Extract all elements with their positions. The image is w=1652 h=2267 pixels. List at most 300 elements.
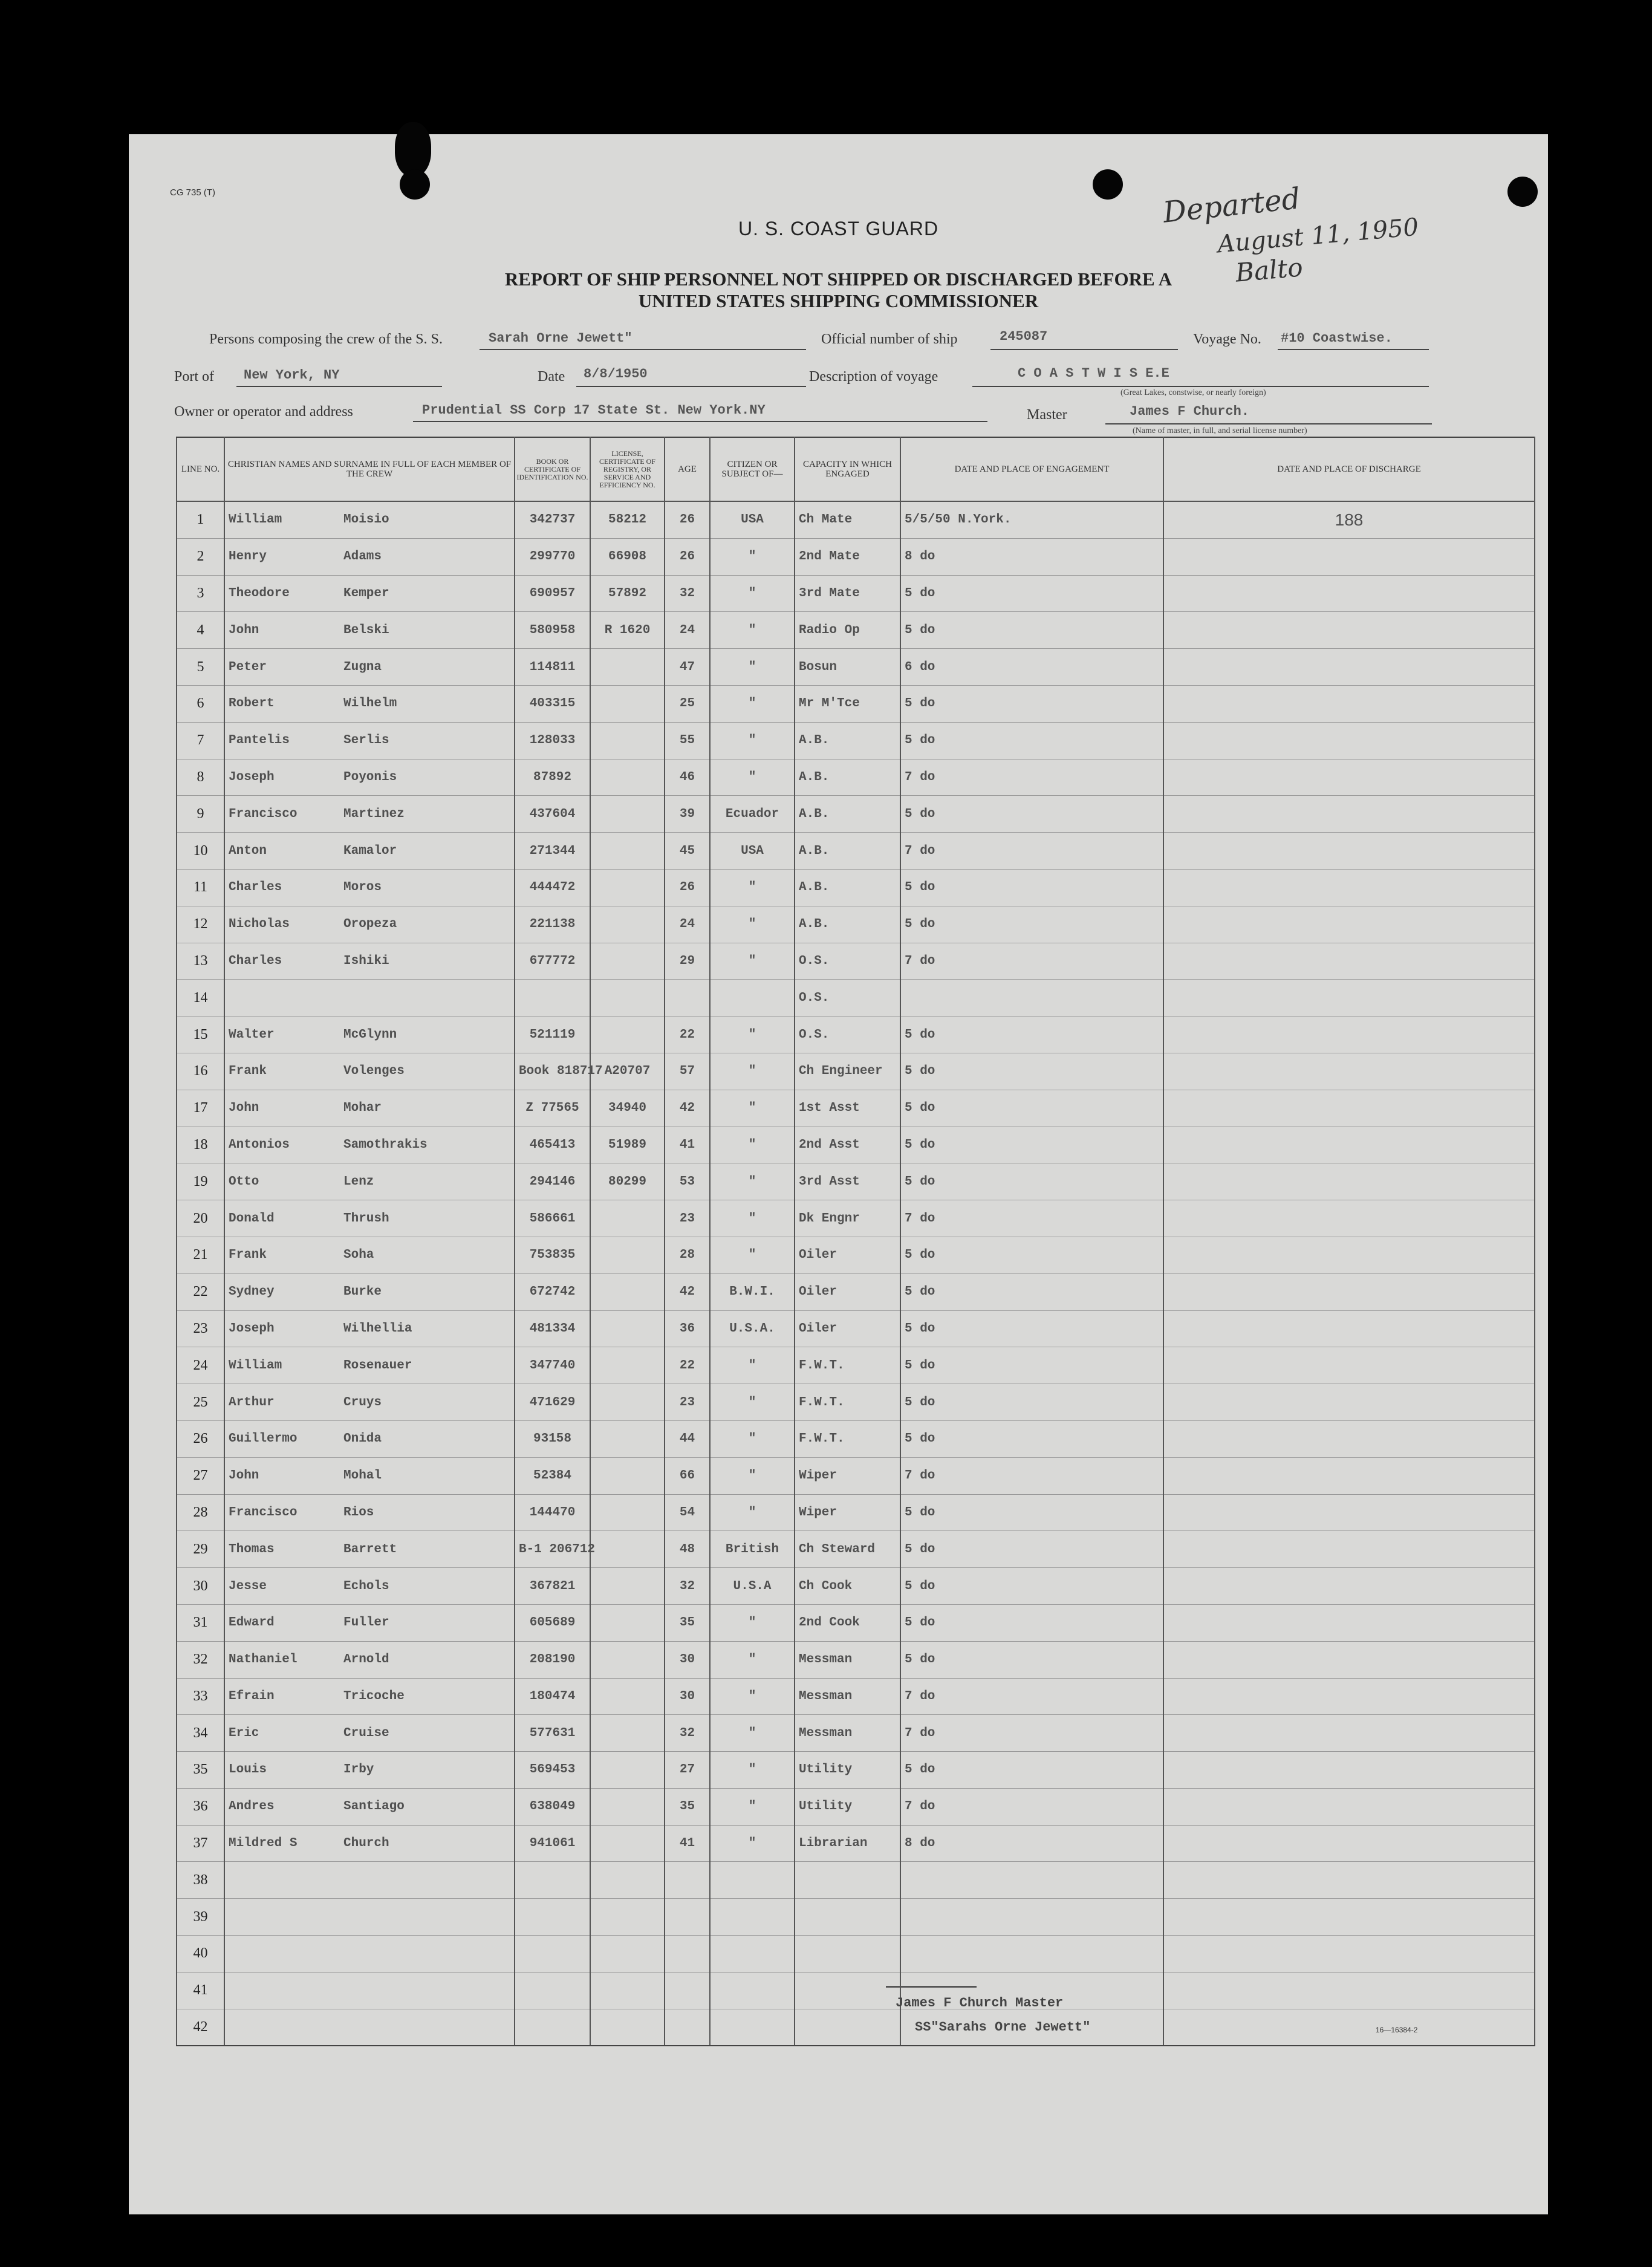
surname: Samothrakis — [343, 1137, 428, 1152]
discharge — [1163, 1200, 1535, 1237]
age: 32 — [665, 1715, 710, 1752]
capacity: Wiper — [795, 1457, 900, 1494]
capacity: Utility — [795, 1788, 900, 1825]
crew-name — [224, 1604, 515, 1641]
table-row — [177, 833, 1535, 870]
citizenship: " — [710, 943, 795, 980]
table-row — [177, 1494, 1535, 1531]
engagement: 8 do — [900, 538, 1163, 575]
book-number: 342737 — [515, 501, 590, 538]
surname: McGlynn — [343, 1027, 397, 1042]
citizenship: USA — [710, 501, 795, 538]
first-name: Antonios — [229, 1137, 290, 1152]
line-number: 15 — [177, 1016, 224, 1053]
first-name: William — [229, 513, 282, 527]
age: 24 — [665, 612, 710, 649]
citizenship: USA — [710, 833, 795, 870]
citizenship: " — [710, 1457, 795, 1494]
table-row — [177, 1090, 1535, 1127]
surname: Rosenauer — [343, 1358, 412, 1373]
book-number: 753835 — [515, 1237, 590, 1273]
book-number: 144470 — [515, 1494, 590, 1531]
license-number — [590, 796, 665, 833]
first-name: Robert — [229, 697, 275, 711]
engagement: 7 do — [900, 1788, 1163, 1825]
license-number — [590, 1641, 665, 1678]
surname: Cruys — [343, 1395, 382, 1410]
citizenship: " — [710, 759, 795, 796]
official-number-label: Official number of ship — [821, 331, 958, 347]
book-number: Z 77565 — [515, 1090, 590, 1127]
surname: Tricoche — [343, 1689, 405, 1703]
first-name: Otto — [229, 1174, 259, 1189]
age: 54 — [665, 1494, 710, 1531]
first-name: Henry — [229, 550, 267, 564]
port-line — [236, 386, 442, 387]
discharge — [1163, 1972, 1535, 2009]
capacity: Messman — [795, 1641, 900, 1678]
age: 24 — [665, 906, 710, 943]
line-number: 20 — [177, 1200, 224, 1237]
license-number — [590, 1752, 665, 1789]
table-row — [177, 906, 1535, 943]
discharge — [1163, 1384, 1535, 1421]
discharge — [1163, 1678, 1535, 1715]
engagement: 8 do — [900, 1825, 1163, 1862]
license-number — [590, 1604, 665, 1641]
first-name: Pantelis — [229, 733, 290, 748]
capacity: F.W.T. — [795, 1420, 900, 1457]
crew-name — [224, 1420, 515, 1457]
document-sheet — [129, 134, 1548, 2214]
discharge — [1163, 1310, 1535, 1347]
book-number: 481334 — [515, 1310, 590, 1347]
citizenship: " — [710, 612, 795, 649]
engagement: 5 do — [900, 1568, 1163, 1605]
discharge — [1163, 1163, 1535, 1200]
book-number: 444472 — [515, 869, 590, 906]
age: 41 — [665, 1825, 710, 1862]
license-number — [590, 869, 665, 906]
engagement: 5 do — [900, 906, 1163, 943]
surname: Belski — [343, 623, 389, 637]
agency-title: U. S. COAST GUARD — [738, 218, 939, 239]
surname: Santiago — [343, 1800, 405, 1814]
first-name: Jesse — [229, 1579, 267, 1593]
master-line — [1105, 423, 1432, 424]
capacity: 3rd Mate — [795, 575, 900, 612]
book-number: B-1 206712 — [515, 1531, 590, 1568]
table-row — [177, 1016, 1535, 1053]
engagement: 5 do — [900, 1163, 1163, 1200]
age — [665, 1936, 710, 1973]
discharge — [1163, 1457, 1535, 1494]
handwritten-note-line1: Departed — [1161, 181, 1302, 230]
table-row — [177, 1568, 1535, 1605]
age: 23 — [665, 1200, 710, 1237]
citizenship: Ecuador — [710, 796, 795, 833]
capacity — [795, 1936, 900, 1973]
engagement: 5 do — [900, 685, 1163, 722]
table-row — [177, 1825, 1535, 1862]
age: 27 — [665, 1752, 710, 1789]
crew-name — [224, 1678, 515, 1715]
col-header-discharge: DATE AND PLACE OF DISCHARGE — [1163, 437, 1535, 501]
citizenship: " — [710, 1384, 795, 1421]
surname: Wilhelm — [343, 697, 397, 711]
engagement — [900, 980, 1163, 1016]
engagement — [900, 1862, 1163, 1899]
crew-name — [224, 1788, 515, 1825]
table-row — [177, 1457, 1535, 1494]
capacity: Messman — [795, 1678, 900, 1715]
license-number — [590, 1347, 665, 1384]
surname: Rios — [343, 1505, 374, 1520]
engagement: 6 do — [900, 649, 1163, 686]
citizenship: " — [710, 1016, 795, 1053]
line-number: 1 — [177, 501, 224, 538]
col-header-book: BOOK OR CERTIFICATE OF IDENTIFICATION NO. — [515, 437, 590, 501]
license-number — [590, 1457, 665, 1494]
table-row — [177, 1200, 1535, 1237]
discharge — [1163, 980, 1535, 1016]
license-number — [590, 1862, 665, 1899]
age: 30 — [665, 1641, 710, 1678]
first-name: Andres — [229, 1800, 275, 1814]
first-name: Anton — [229, 844, 267, 858]
age: 32 — [665, 575, 710, 612]
discharge — [1163, 1752, 1535, 1789]
punch-hole — [1507, 177, 1538, 207]
book-number — [515, 2009, 590, 2046]
table-row — [177, 2009, 1535, 2046]
form-number: CG 735 (T) — [170, 187, 216, 198]
engagement: 7 do — [900, 1457, 1163, 1494]
age: 26 — [665, 501, 710, 538]
table-row — [177, 759, 1535, 796]
engagement: 5 do — [900, 1273, 1163, 1310]
line-number: 40 — [177, 1936, 224, 1973]
date: 8/8/1950 — [584, 366, 648, 382]
line-number: 14 — [177, 980, 224, 1016]
crew-name — [224, 1641, 515, 1678]
book-number — [515, 1936, 590, 1973]
table-row — [177, 1531, 1535, 1568]
capacity: 2nd Mate — [795, 538, 900, 575]
license-number — [590, 980, 665, 1016]
license-number — [590, 1715, 665, 1752]
first-name: William — [229, 1358, 282, 1373]
book-number: 471629 — [515, 1384, 590, 1421]
line-number: 24 — [177, 1347, 224, 1384]
first-name: John — [229, 1469, 259, 1483]
surname: Kemper — [343, 586, 389, 600]
capacity: O.S. — [795, 943, 900, 980]
table-row — [177, 1310, 1535, 1347]
master-hint: (Name of master, in full, and serial license number) — [1133, 426, 1307, 435]
first-name: Mildred S — [229, 1836, 298, 1851]
capacity: Mr M'Tce — [795, 685, 900, 722]
first-name: Joseph — [229, 770, 275, 784]
book-number: 294146 — [515, 1163, 590, 1200]
book-number: 208190 — [515, 1641, 590, 1678]
license-number — [590, 1568, 665, 1605]
discharge — [1163, 759, 1535, 796]
table-row — [177, 1678, 1535, 1715]
capacity: 2nd Asst — [795, 1127, 900, 1163]
table-row — [177, 869, 1535, 906]
discharge — [1163, 1604, 1535, 1641]
table-row — [177, 685, 1535, 722]
ship-name: Sarah Orne Jewett" — [489, 331, 633, 346]
line-number: 6 — [177, 685, 224, 722]
book-number — [515, 1972, 590, 2009]
col-header-capacity: CAPACITY IN WHICH ENGAGED — [795, 437, 900, 501]
license-number — [590, 759, 665, 796]
first-name: Edward — [229, 1616, 275, 1630]
owner-label: Owner or operator and address — [174, 404, 353, 420]
crew-name — [224, 1972, 515, 2009]
line-number: 16 — [177, 1053, 224, 1090]
book-number: 586661 — [515, 1200, 590, 1237]
first-name: Theodore — [229, 586, 290, 600]
official-number-line — [990, 349, 1178, 350]
discharge — [1163, 1494, 1535, 1531]
surname: Poyonis — [343, 770, 397, 784]
line-number: 8 — [177, 759, 224, 796]
age: 48 — [665, 1531, 710, 1568]
handwritten-note-line2: August 11, 1950 — [1216, 213, 1420, 259]
citizenship: " — [710, 685, 795, 722]
line-number: 39 — [177, 1899, 224, 1936]
citizenship: U.S.A. — [710, 1310, 795, 1347]
capacity: A.B. — [795, 796, 900, 833]
book-number: 114811 — [515, 649, 590, 686]
license-number — [590, 1494, 665, 1531]
license-number — [590, 1016, 665, 1053]
line-number: 33 — [177, 1678, 224, 1715]
age: 35 — [665, 1788, 710, 1825]
license-number — [590, 1678, 665, 1715]
description-hint: (Great Lakes, constwise, or nearly foreign) — [1120, 388, 1266, 397]
table-row — [177, 1273, 1535, 1310]
surname: Mohal — [343, 1469, 382, 1483]
report-title-line1: REPORT OF SHIP PERSONNEL NOT SHIPPED OR DISCHARGED BEFORE A — [504, 268, 1172, 290]
citizenship: " — [710, 1494, 795, 1531]
capacity — [795, 1862, 900, 1899]
citizenship: " — [710, 1715, 795, 1752]
crew-name — [224, 796, 515, 833]
citizenship: " — [710, 722, 795, 759]
license-number: R 1620 — [590, 612, 665, 649]
voyage-no: #10 Coastwise. — [1281, 331, 1393, 346]
surname: Kamalor — [343, 844, 397, 858]
citizenship: " — [710, 1053, 795, 1090]
discharge — [1163, 1899, 1535, 1936]
license-number: 57892 — [590, 575, 665, 612]
age: 23 — [665, 1384, 710, 1421]
table-row — [177, 1384, 1535, 1421]
first-name: Sydney — [229, 1285, 275, 1299]
surname: Wilhellia — [343, 1321, 412, 1336]
discharge — [1163, 1715, 1535, 1752]
book-number: 638049 — [515, 1788, 590, 1825]
table-row — [177, 1420, 1535, 1457]
first-name: Donald — [229, 1211, 275, 1226]
first-name: Thomas — [229, 1542, 275, 1556]
table-row — [177, 1604, 1535, 1641]
line-number: 13 — [177, 943, 224, 980]
capacity: Wiper — [795, 1494, 900, 1531]
discharge — [1163, 1531, 1535, 1568]
surname: Moisio — [343, 513, 389, 527]
book-number: 465413 — [515, 1127, 590, 1163]
age: 22 — [665, 1347, 710, 1384]
crew-table-body — [177, 501, 1535, 2046]
capacity: O.S. — [795, 1016, 900, 1053]
book-number: Book 818717 — [515, 1053, 590, 1090]
surname: Onida — [343, 1432, 382, 1446]
table-row — [177, 1715, 1535, 1752]
crew-name — [224, 1825, 515, 1862]
first-name: Nathaniel — [229, 1653, 298, 1667]
line-number: 25 — [177, 1384, 224, 1421]
citizenship: " — [710, 538, 795, 575]
crew-name — [224, 1568, 515, 1605]
engagement: 5 do — [900, 1090, 1163, 1127]
capacity: Oiler — [795, 1310, 900, 1347]
crew-name — [224, 1016, 515, 1053]
surname: Moros — [343, 880, 382, 895]
engagement: 5 do — [900, 1384, 1163, 1421]
crew-name — [224, 685, 515, 722]
first-name: Efrain — [229, 1689, 275, 1703]
first-name: Arthur — [229, 1395, 275, 1410]
citizenship: " — [710, 1347, 795, 1384]
age — [665, 1899, 710, 1936]
book-number: 221138 — [515, 906, 590, 943]
capacity — [795, 2009, 900, 2046]
engagement: 5 do — [900, 1347, 1163, 1384]
book-number: 437604 — [515, 796, 590, 833]
book-number: 403315 — [515, 685, 590, 722]
citizenship: " — [710, 869, 795, 906]
capacity: Librarian — [795, 1825, 900, 1862]
age: 35 — [665, 1604, 710, 1641]
license-number — [590, 1899, 665, 1936]
engagement: 5 do — [900, 575, 1163, 612]
capacity: F.W.T. — [795, 1347, 900, 1384]
age — [665, 1972, 710, 2009]
capacity — [795, 1972, 900, 2009]
line-number: 17 — [177, 1090, 224, 1127]
discharge — [1163, 1347, 1535, 1384]
first-name: Joseph — [229, 1321, 275, 1336]
license-number: 34940 — [590, 1090, 665, 1127]
table-row — [177, 722, 1535, 759]
age: 66 — [665, 1457, 710, 1494]
crew-name — [224, 501, 515, 538]
capacity: A.B. — [795, 759, 900, 796]
crew-name — [224, 575, 515, 612]
col-header-line: LINE NO. — [177, 437, 224, 501]
book-number: 580958 — [515, 612, 590, 649]
citizenship — [710, 1936, 795, 1973]
citizenship: B.W.I. — [710, 1273, 795, 1310]
table-row — [177, 1641, 1535, 1678]
print-code: 16—16384-2 — [1376, 2026, 1418, 2034]
crew-name — [224, 649, 515, 686]
age: 41 — [665, 1127, 710, 1163]
first-name: Frank — [229, 1248, 267, 1263]
discharge — [1163, 1273, 1535, 1310]
discharge — [1163, 1016, 1535, 1053]
discharge — [1163, 1788, 1535, 1825]
line-number: 22 — [177, 1273, 224, 1310]
table-row — [177, 1936, 1535, 1973]
discharge — [1163, 1090, 1535, 1127]
license-number: 58212 — [590, 501, 665, 538]
surname: Arnold — [343, 1653, 389, 1667]
col-header-engagement: DATE AND PLACE OF ENGAGEMENT — [900, 437, 1163, 501]
discharge — [1163, 612, 1535, 649]
line-number: 26 — [177, 1420, 224, 1457]
book-number: 180474 — [515, 1678, 590, 1715]
crew-name — [224, 1715, 515, 1752]
book-number: 521119 — [515, 1016, 590, 1053]
surname: Mohar — [343, 1101, 382, 1116]
signature-line1: James F Church Master — [896, 1995, 1064, 2011]
first-name: John — [229, 623, 259, 637]
book-number: 605689 — [515, 1604, 590, 1641]
surname: Lenz — [343, 1174, 374, 1189]
crew-name — [224, 1163, 515, 1200]
voyage-line — [1278, 349, 1429, 350]
surname: Soha — [343, 1248, 374, 1263]
table-row — [177, 943, 1535, 980]
voyage-label: Voyage No. — [1193, 331, 1261, 347]
book-number: 52384 — [515, 1457, 590, 1494]
surname: Fuller — [343, 1616, 389, 1630]
capacity: O.S. — [795, 980, 900, 1016]
discharge — [1163, 575, 1535, 612]
license-number — [590, 1237, 665, 1273]
description-label: Description of voyage — [809, 369, 938, 385]
first-name: Louis — [229, 1763, 267, 1777]
citizenship — [710, 1972, 795, 2009]
surname: Burke — [343, 1285, 382, 1299]
crew-name — [224, 1347, 515, 1384]
report-title-line2: UNITED STATES SHIPPING COMMISSIONER — [638, 290, 1039, 311]
capacity: Oiler — [795, 1237, 900, 1273]
table-row — [177, 1972, 1535, 2009]
capacity: 1st Asst — [795, 1090, 900, 1127]
crew-name — [224, 1237, 515, 1273]
license-number — [590, 833, 665, 870]
crew-name — [224, 2009, 515, 2046]
date-label: Date — [538, 369, 565, 385]
age: 47 — [665, 649, 710, 686]
discharge — [1163, 796, 1535, 833]
surname: Oropeza — [343, 917, 397, 932]
citizenship: " — [710, 1420, 795, 1457]
license-number — [590, 1531, 665, 1568]
crew-name — [224, 1936, 515, 1973]
crew-table — [176, 437, 1535, 2046]
line-number: 42 — [177, 2009, 224, 2046]
age: 57 — [665, 1053, 710, 1090]
license-number — [590, 2009, 665, 2046]
